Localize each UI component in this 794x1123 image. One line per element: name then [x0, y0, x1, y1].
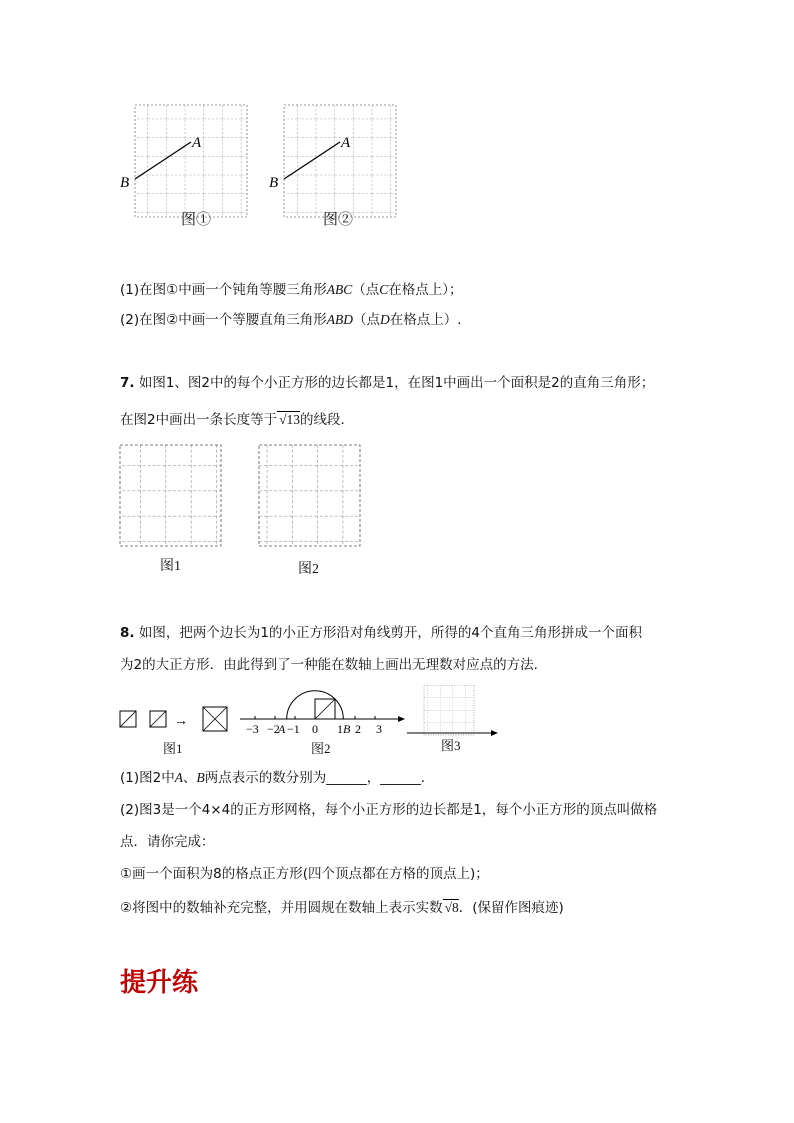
axis-label: A [278, 722, 286, 736]
label-b-fig1: B [120, 175, 130, 191]
q6-part2: (2)在图②中画一个等腰直角三角形ABD（点D在格点上）. [120, 312, 462, 328]
q8-line2: 为2的大正方形．由此得到了一种能在数轴上画出无理数对应点的方法． [120, 657, 548, 673]
label-a-fig1: A [192, 135, 202, 151]
q8-part2-line1: (2)图3是一个4×4的正方形网格，每个小正方形的边长都是1，每个小正方形的顶点叫做格 [120, 802, 658, 818]
q7-line2: 在图2中画出一条长度等于 √13的线段． [120, 412, 355, 428]
label-b-fig2: B [269, 175, 279, 191]
q7-grids [115, 440, 375, 552]
axis-label: 2 [355, 722, 361, 736]
q8-caption-fig1: 图1 [163, 741, 183, 756]
q7-caption-fig2: 图2 [298, 562, 319, 577]
grid-figure-2 [269, 105, 396, 217]
q8-line1: 8. 如图，把两个边长为1的小正方形沿对角线剪开，所得的4个直角三角形拼成一个面积 [120, 625, 643, 641]
radical-13: √13 [279, 412, 301, 427]
caption-fig2: 图② [323, 212, 354, 228]
axis-label: −1 [287, 722, 300, 736]
grid-q7-fig2 [259, 445, 360, 546]
axis-label: 0 [312, 722, 318, 736]
radical-8: √8 [444, 900, 459, 915]
q8-caption-fig3: 图3 [441, 738, 461, 753]
top-figures [110, 100, 420, 240]
q8-item1: ①画一个面积为8的格点正方形(四个顶点都在方格的顶点上)； [120, 866, 489, 882]
axis-label: B [343, 722, 351, 736]
q8-part2-line2: 点．请你完成： [120, 834, 215, 850]
q8-item2: ②将图中的数轴补充完整，并用圆规在数轴上表示实数 √8．(保留作图痕迹) [120, 900, 564, 916]
section-heading: 提升练 [120, 968, 199, 998]
q6-part1: (1)在图①中画一个钝角等腰三角形ABC（点C在格点上）； [120, 282, 463, 298]
q8-fig2-number-line [240, 691, 405, 736]
grid-figure-1 [120, 105, 247, 217]
grid-q7-fig1 [120, 445, 221, 546]
label-a-fig2: A [341, 135, 351, 151]
caption-fig1: 图① [181, 212, 212, 228]
q8-caption-fig2: 图2 [311, 741, 331, 756]
q8-fig3 [407, 685, 498, 736]
q7-caption-fig1: 图1 [160, 559, 181, 574]
q7-line1: 7. 如图1、图2中的每个小正方形的边长都是1，在图1中画出一个面积是2的直角三角形； [120, 375, 655, 391]
q8-fig1 [120, 707, 227, 731]
q8-part1: (1)图2中A、B两点表示的数分别为______，______． [120, 770, 435, 786]
axis-label: −2 [267, 722, 280, 736]
axis-label: 3 [376, 722, 382, 736]
axis-label: 1 [337, 722, 343, 736]
axis-label: −3 [246, 722, 259, 736]
q8-arrow: → [174, 714, 188, 729]
